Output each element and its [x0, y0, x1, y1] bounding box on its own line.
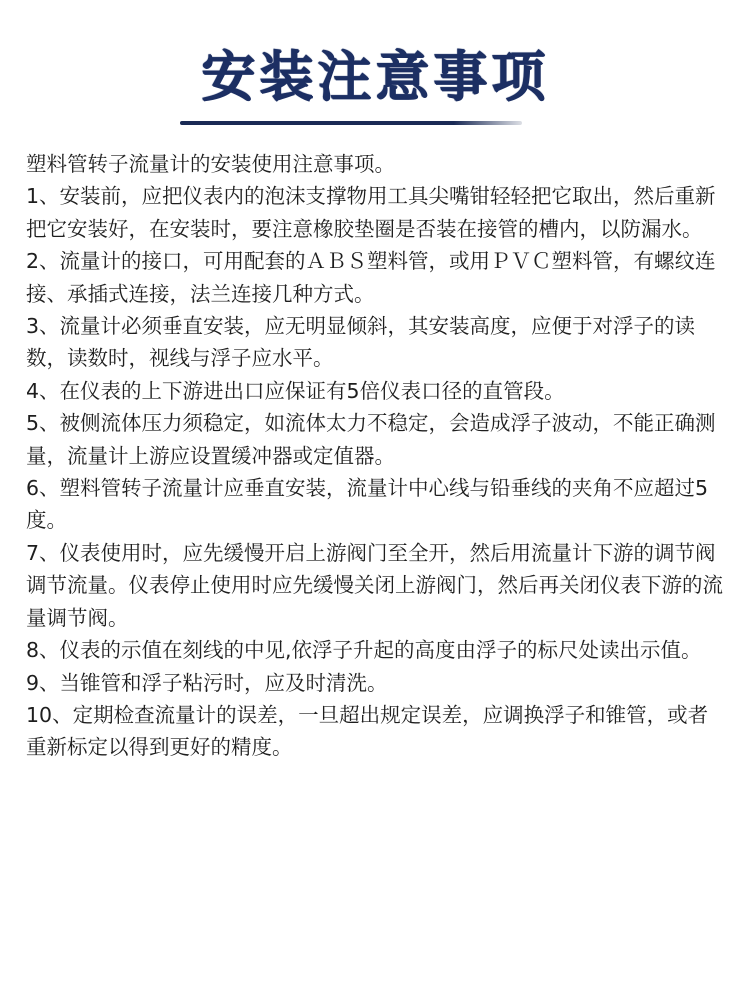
note-item-1: 1、安装前，应把仪表内的泡沫支撑物用工具尖嘴钳轻轻把它取出，然后重新把它安装好，在安装时，要注意橡胶垫圈是否装在接管的槽内，以防漏水。 — [26, 184, 716, 241]
title-underline — [180, 121, 522, 125]
intro-text: 塑料管转子流量计的安装使用注意事项。 — [26, 152, 395, 176]
note-item-5: 5、被侧流体压力须稳定，如流体太力不稳定，会造成浮子波动，不能正确测量，流量计上游应设置缓冲器或定值器。 — [26, 411, 716, 468]
note-item-2: 2、流量计的接口，可用配套的ＡＢＳ塑料管，或用ＰＶＣ塑料管，有螺纹连接、承插式连接，法兰连接几种方式。 — [26, 249, 716, 306]
note-item-6: 6、塑料管转子流量计应垂直安装，流量计中心线与铅垂线的夹角不应超过5度。 — [26, 476, 709, 533]
note-item-3: 3、流量计必须垂直安装，应无明显倾斜，其安装高度，应便于对浮子的读数，读数时，视线与浮子应水平。 — [26, 314, 696, 371]
note-item-8: 8、仪表的示值在刻线的中见,依浮子升起的高度由浮子的标尺处读出示值。 — [26, 638, 702, 663]
page-title: 安装注意事项 — [201, 45, 549, 108]
note-item-10: 10、定期检查流量计的误差，一旦超出规定误差，应调换浮子和锥管，或者重新标定以得到更好的精度。 — [26, 702, 709, 760]
notes-body — [26, 148, 728, 764]
note-item-9: 9、当锥管和浮子粘污时，应及时清洗。 — [26, 670, 388, 695]
note-item-4: 4、在仪表的上下游进出口应保证有5倍仪表口径的直管段。 — [26, 378, 565, 403]
title-area — [0, 42, 750, 112]
note-item-7: 7、仪表使用时，应先缓慢开启上游阀门至全开，然后用流量计下游的调节阀调节流量。仪表停止使用时应先缓慢关闭上游阀门，然后再关闭仪表下游的流量调节阀。 — [26, 540, 723, 630]
